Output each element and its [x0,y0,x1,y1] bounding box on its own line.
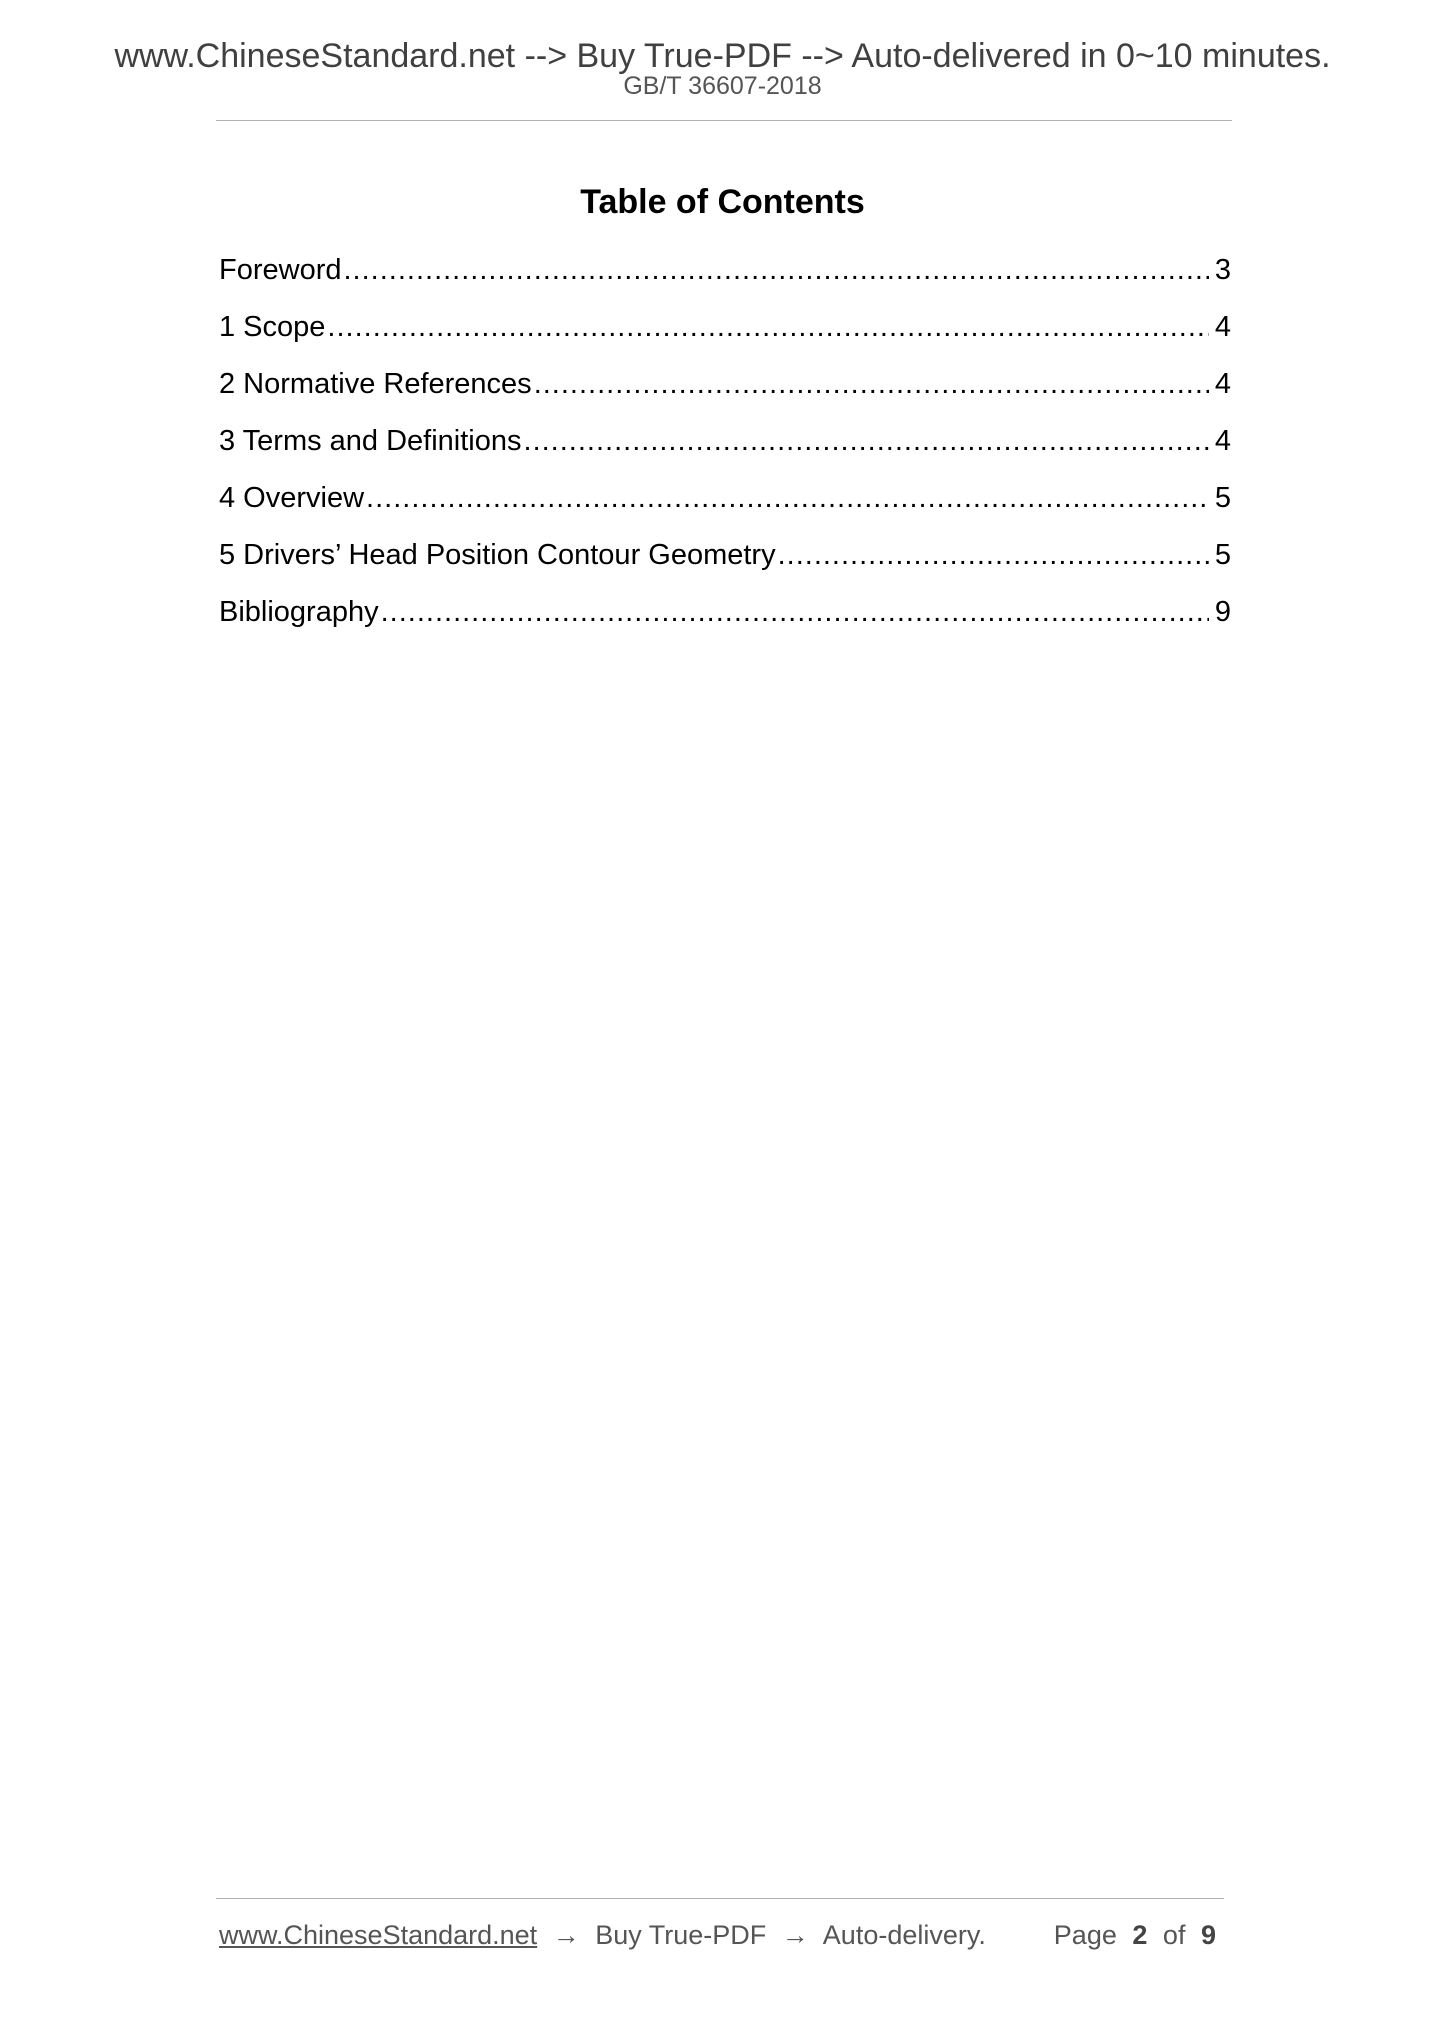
current-page-number: 2 [1132,1920,1148,1950]
toc-entry-label: 5 Drivers’ Head Position Contour Geometry [219,539,776,571]
toc-dot-leader [524,419,1209,463]
toc-entry-label: 1 Scope [219,311,326,343]
toc-dot-leader [327,305,1208,349]
header-divider [216,120,1232,121]
toc-entry-page: 5 [1214,539,1231,571]
toc-dot-leader [366,476,1209,520]
toc-entry-foreword[interactable] [219,248,1231,305]
toc-entry-bibliography[interactable] [219,590,1231,647]
page-indicator [1054,1917,1224,1953]
toc-entry-scope[interactable] [219,305,1231,362]
toc-entry-page: 9 [1214,596,1231,628]
toc-dot-leader [778,533,1209,577]
toc-entry-page: 4 [1214,368,1231,400]
document-code: GB/T 36607-2018 [623,72,822,100]
toc-dot-leader [381,590,1209,634]
page-label: Page [1053,1920,1117,1950]
toc-entry-page: 4 [1214,311,1231,343]
toc-title: Table of Contents [580,183,865,221]
toc-entry-overview[interactable] [219,476,1231,533]
footer-delivery-text: Auto-delivery. [822,1920,986,1950]
arrow-right-icon: → [781,1920,809,1950]
toc-dot-leader [534,362,1209,406]
toc-entry-terms-definitions[interactable] [219,419,1231,476]
toc-entry-normative-references[interactable] [219,362,1231,419]
toc-entry-label: Foreword [219,254,342,286]
footer-divider [216,1898,1224,1899]
toc-entry-label: 2 Normative References [219,368,532,400]
footer-promo [219,1917,986,1953]
toc-dot-leader [344,248,1209,292]
total-pages-number: 9 [1200,1920,1216,1950]
header-banner: www.ChineseStandard.net --> Buy True-PDF --> Auto-delivered in 0~10 minutes. [114,37,1331,75]
toc-entry-label: Bibliography [219,596,379,628]
toc-list [219,248,1231,647]
toc-entry-page: 4 [1214,425,1231,457]
page-footer [219,1917,1224,1953]
footer-site-link[interactable]: www.ChineseStandard.net [219,1920,538,1950]
arrow-right-icon: → [552,1920,580,1950]
toc-entry-label: 3 Terms and Definitions [219,425,522,457]
toc-entry-head-position-contour[interactable] [219,533,1231,590]
footer-buy-text: Buy True-PDF [595,1920,767,1950]
toc-entry-page: 3 [1214,254,1231,286]
toc-entry-label: 4 Overview [219,482,365,514]
toc-entry-page: 5 [1214,482,1231,514]
of-label: of [1162,1920,1186,1950]
